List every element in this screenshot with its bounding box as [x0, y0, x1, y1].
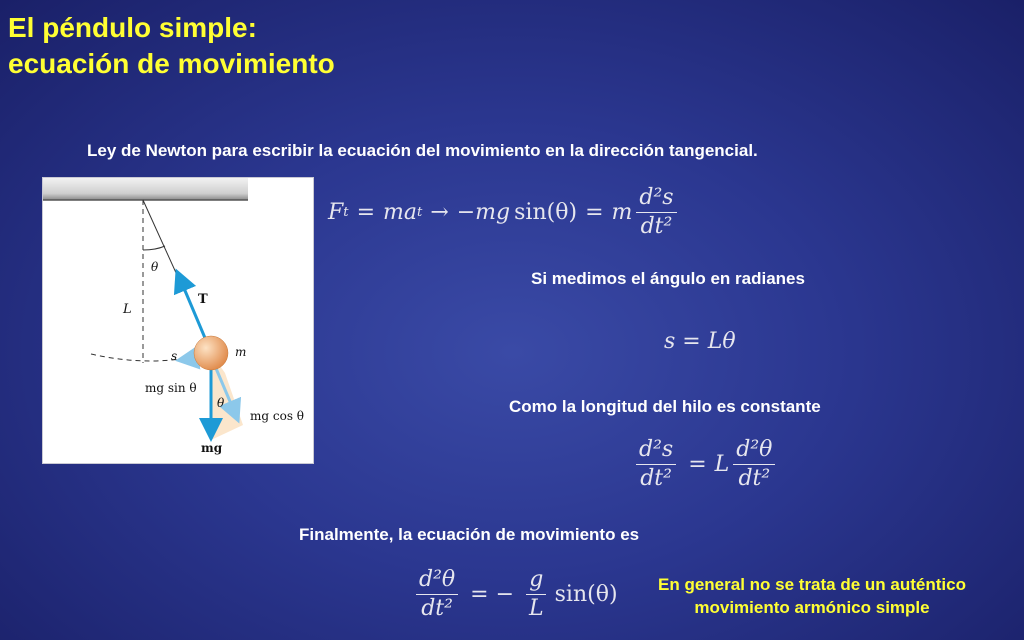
eq-ma: ma [383, 200, 417, 226]
arc-length-label: s [171, 349, 178, 363]
theta-label-bottom: θ [217, 396, 225, 410]
pendulum-figure [42, 177, 314, 464]
title-line-2: ecuación de movimiento [8, 48, 335, 79]
eq-equals-1: = [356, 200, 376, 226]
intro-text: Ley de Newton para escribir la ecuación del movimiento en la dirección tangencial. [87, 141, 758, 160]
motion-equation [412, 568, 618, 621]
eq-sin: sin [514, 200, 547, 226]
motion-L: L [529, 596, 544, 622]
eq-F: F [328, 200, 344, 226]
second-L: L [714, 452, 730, 478]
mass-label: m [235, 345, 247, 359]
eq-ma-sub: t [417, 205, 423, 221]
eq-fraction [636, 186, 676, 239]
motion-sin: sin(θ) [554, 582, 618, 608]
motion-frac-gl [526, 568, 547, 621]
radians-text: Si medimos el ángulo en radianes [531, 269, 805, 288]
note-line-2: movimiento armónico simple [694, 598, 930, 617]
note-line-1: En general no se trata de un auténtico [658, 575, 966, 594]
motion-equals-minus: = − [470, 582, 515, 608]
slide-title [8, 10, 335, 82]
mg-sin-label: mg sin θ [145, 381, 197, 395]
motion-num: d²θ [416, 568, 458, 595]
motion-den: dt² [421, 596, 453, 622]
pendulum-bob [194, 336, 228, 370]
note-text [612, 573, 1012, 619]
frac-theta-num: d²θ [733, 438, 775, 465]
eq-minus-mg: −mg [456, 200, 511, 226]
frac-theta-den: dt² [738, 466, 771, 492]
title-line-1: El péndulo simple: [8, 12, 257, 43]
pendulum-diagram [43, 178, 313, 463]
second-derivative-equation [632, 438, 779, 491]
frac-theta [733, 438, 775, 491]
frac-s [636, 438, 676, 491]
eq-frac-num: d²s [636, 186, 676, 213]
eq-m: m [611, 200, 633, 226]
eq-F-sub: t [343, 205, 349, 221]
frac-s-num: d²s [636, 438, 676, 465]
motion-g: g [526, 568, 546, 595]
eq-equals-2: = [585, 200, 604, 226]
motion-frac-left [416, 568, 458, 621]
length-label: L [123, 302, 132, 317]
eq-frac-den: dt² [640, 214, 673, 240]
weight-label: mg [201, 441, 223, 455]
second-equals: = [688, 452, 707, 478]
final-text: Finalmente, la ecuación de movimiento es [299, 525, 640, 544]
constant-text: Como la longitud del hilo es constante [509, 397, 821, 416]
theta-label-top: θ [151, 260, 159, 274]
tension-label: T [198, 292, 208, 307]
eq-sin-arg: (θ) [546, 200, 578, 226]
ceiling [43, 178, 248, 200]
frac-s-den: dt² [640, 466, 672, 492]
mg-cos-label: mg cos θ [250, 409, 305, 423]
eq-arrow: → [430, 200, 449, 226]
arc-equation: s = Lθ [664, 329, 736, 354]
newton-equation [328, 186, 681, 239]
angle-arc [143, 246, 165, 250]
